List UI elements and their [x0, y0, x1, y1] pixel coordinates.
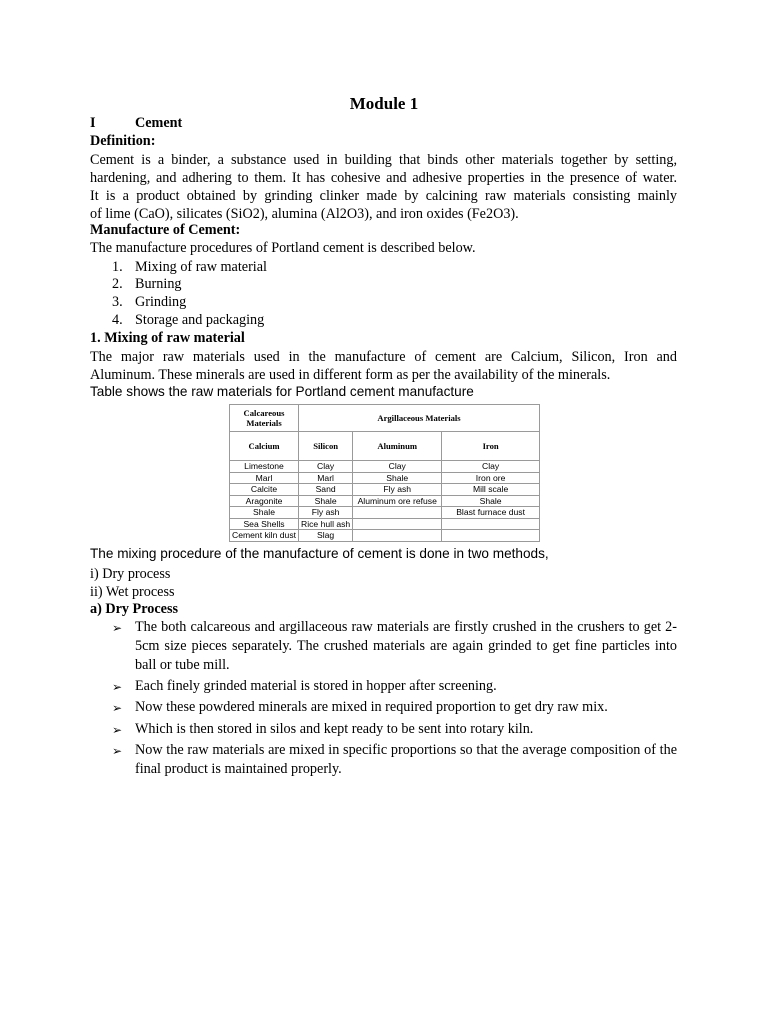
step-text: Grinding	[135, 294, 187, 310]
table-cell: Fly ash	[299, 507, 353, 519]
step-text: Storage and packaging	[135, 312, 265, 328]
section-title: Cement	[135, 115, 183, 131]
table-caption: Table shows the raw materials for Portland cement manufacture	[90, 384, 474, 399]
table-group-row	[230, 405, 540, 432]
table-cell: Sand	[299, 484, 353, 496]
table-row	[230, 461, 540, 473]
table-row	[230, 518, 540, 530]
table-column-header: Calcium	[230, 432, 299, 461]
table-column-header: Iron	[442, 432, 540, 461]
table-row	[230, 530, 540, 542]
step-number: 1.	[112, 259, 123, 275]
table-cell: Calcite	[230, 484, 299, 496]
table-cell: Iron ore	[442, 472, 540, 484]
arrow-bullet-icon: ➢	[112, 701, 123, 715]
table-cell: Shale	[353, 472, 442, 484]
arrow-bullet-icon: ➢	[112, 744, 123, 758]
table-column-header: Aluminum	[353, 432, 442, 461]
definition-line: of lime (CaO), silicates (SiO2), alumina (Al2O3), and iron oxides (Fe2O3).	[90, 206, 519, 222]
mixing-paragraph	[90, 348, 677, 384]
table-cell	[442, 518, 540, 530]
manufacture-intro: The manufacture procedures of Portland cement is described below.	[90, 240, 476, 256]
table-cell: Aluminum ore refuse	[353, 495, 442, 507]
table-header-row	[230, 432, 540, 461]
dry-point: Which is then stored in silos and kept ready to be sent into rotary kiln.	[135, 721, 534, 737]
table-cell: Mill scale	[442, 484, 540, 496]
definition-paragraph	[90, 151, 677, 223]
mixing-line: The major raw materials used in the manufacture of cement are Calcium, Silicon, Iron and	[90, 349, 677, 365]
table-cell	[353, 507, 442, 519]
definition-line: hardening, and adhering to them. It has cohesive and adhesive properties in the presence of water.	[90, 170, 677, 186]
table-cell: Shale	[299, 495, 353, 507]
methods-intro: The mixing procedure of the manufacture of cement is done in two methods,	[90, 546, 549, 561]
table-cell	[353, 530, 442, 542]
method-item: ii) Wet process	[90, 584, 175, 600]
table-cell	[353, 518, 442, 530]
table-cell: Marl	[299, 472, 353, 484]
definition-line: Cement is a binder, a substance used in building that binds other materials together by setting,	[90, 152, 677, 168]
table-row	[230, 507, 540, 519]
dry-point: Each finely grinded material is stored in hopper after screening.	[135, 678, 497, 694]
table-cell	[442, 530, 540, 542]
table-cell: Slag	[299, 530, 353, 542]
table-row	[230, 495, 540, 507]
dry-process-heading: a) Dry Process	[90, 601, 178, 617]
page-title: Module 1	[349, 94, 419, 113]
dry-point: Now the raw materials are mixed in specific proportions so that the average composition of the final product is maintained properly.	[135, 742, 677, 777]
dry-point: Now these powdered minerals are mixed in required proportion to get dry raw mix.	[135, 699, 608, 715]
dry-point: The both calcareous and argillaceous raw materials are firstly crushed in the crushers to get 2-5cm size pieces separately. The crushed materials are again grinded to get fine particles into ball or tube mill.	[135, 619, 677, 673]
mixing-line: Aluminum. These minerals are used in different form as per the availability of the minerals.	[90, 367, 611, 383]
table-cell: Aragonite	[230, 495, 299, 507]
table-group-header: Calcareous Materials	[230, 405, 299, 432]
step-text: Burning	[135, 276, 182, 292]
definition-line: It is a product obtained by grinding clinker made by calcining raw materials consisting mainly	[90, 188, 677, 204]
definition-heading: Definition:	[90, 133, 156, 149]
table-cell: Clay	[353, 461, 442, 473]
table-cell: Blast furnace dust	[442, 507, 540, 519]
step-text: Mixing of raw material	[135, 259, 267, 275]
mixing-heading: 1. Mixing of raw material	[90, 330, 245, 346]
table-cell: Shale	[230, 507, 299, 519]
raw-materials-table	[229, 404, 540, 542]
table-cell: Sea Shells	[230, 518, 299, 530]
step-number: 2.	[112, 276, 123, 292]
arrow-bullet-icon: ➢	[112, 723, 123, 737]
step-number: 3.	[112, 294, 123, 310]
arrow-bullet-icon: ➢	[112, 680, 123, 694]
table-cell: Shale	[442, 495, 540, 507]
method-item: i) Dry process	[90, 566, 171, 582]
table-cell: Clay	[442, 461, 540, 473]
table-row	[230, 484, 540, 496]
table-group-header: Argillaceous Materials	[299, 405, 540, 432]
step-number: 4.	[112, 312, 123, 328]
table-cell: Clay	[299, 461, 353, 473]
table-cell: Limestone	[230, 461, 299, 473]
table-row	[230, 472, 540, 484]
table-cell: Fly ash	[353, 484, 442, 496]
table-column-header: Silicon	[299, 432, 353, 461]
table-cell: Cement kiln dust	[230, 530, 299, 542]
section-number: I	[90, 115, 96, 131]
manufacture-heading: Manufacture of Cement:	[90, 222, 241, 238]
table-cell: Marl	[230, 472, 299, 484]
arrow-bullet-icon: ➢	[112, 621, 123, 635]
table-cell: Rice hull ash	[299, 518, 353, 530]
